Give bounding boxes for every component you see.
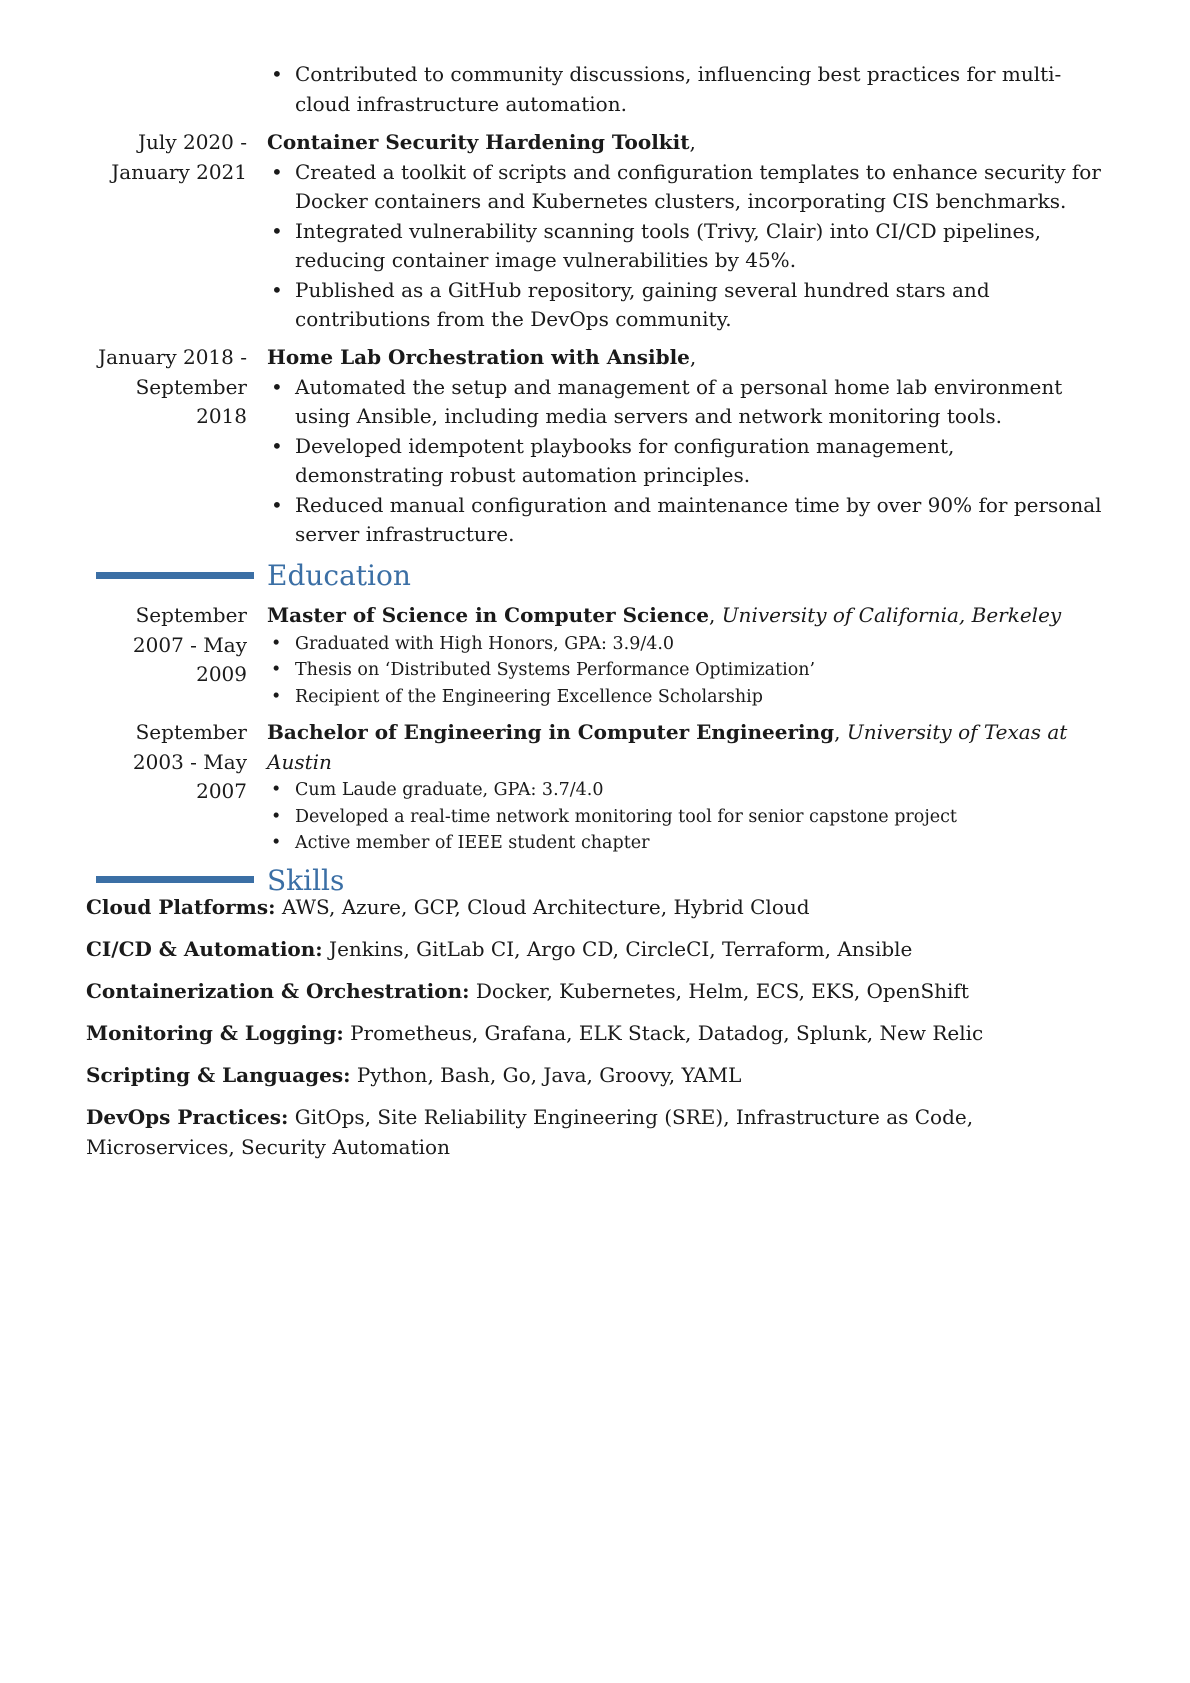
skill-value: GitOps, Site Reliability Engineering (SRE), Infrastructure as Code, Microservices, Security Automation xyxy=(86,1105,974,1159)
degree: Bachelor of Engineering in Computer Engineering xyxy=(267,720,835,744)
project-continued-bullets xyxy=(267,60,1102,119)
school: University of California, Berkeley xyxy=(721,603,1062,627)
skill-row xyxy=(86,893,1106,923)
list-item: • Created a toolkit of scripts and configuration templates to enhance security for Docker containers and Kubernetes clusters, incorporating CIS benchmarks. xyxy=(267,158,1102,217)
education-title-line: Master of Science in Computer Science, University of California, Berkeley xyxy=(267,603,1062,627)
education-content xyxy=(267,601,1102,710)
list-item: • Developed idempotent playbooks for configuration management, demonstrating robust automation principles. xyxy=(267,432,1102,491)
project-content xyxy=(267,343,1102,550)
skill-row xyxy=(86,1019,1106,1049)
project-bullets xyxy=(267,158,1102,335)
list-item: • Contributed to community discussions, influencing best practices for multi-cloud infrastructure automation. xyxy=(267,60,1102,119)
school: University of Texas at Austin xyxy=(267,720,1068,774)
list-item: • Integrated vulnerability scanning tools (Trivy, Clair) into CI/CD pipelines, reducing container image vulnerabilities by 45%. xyxy=(267,217,1102,276)
skill-label: Scripting & Languages: xyxy=(86,1063,351,1087)
section-title: Education xyxy=(267,559,411,592)
skill-row xyxy=(86,977,1106,1007)
list-item: • Graduated with High Honors, GPA: 3.9/4.0 xyxy=(267,631,1102,658)
list-item: • Published as a GitHub repository, gaining several hundred stars and contributions from the DevOps community. xyxy=(267,276,1102,335)
project-continued-content xyxy=(267,60,1102,119)
education-bullets xyxy=(267,631,1102,711)
education-section-header xyxy=(0,558,1190,594)
project-date: July 2020 - January 2021 xyxy=(111,130,247,184)
list-item: • Developed a real-time network monitoring tool for senior capstone project xyxy=(267,804,1102,831)
list-item: • Recipient of the Engineering Excellence Scholarship xyxy=(267,684,1102,711)
section-rule xyxy=(96,572,254,579)
education-bullets xyxy=(267,777,1102,857)
education-date: September 2007 - May 2009 xyxy=(132,603,247,686)
project-title: Container Security Hardening Toolkit xyxy=(267,130,690,154)
degree: Master of Science in Computer Science xyxy=(267,603,709,627)
skill-value: Docker, Kubernetes, Helm, ECS, EKS, OpenShift xyxy=(475,979,969,1003)
skill-value: Python, Bash, Go, Java, Groovy, YAML xyxy=(356,1063,742,1087)
skill-value: Jenkins, GitLab CI, Argo CD, CircleCI, Terraform, Ansible xyxy=(329,937,913,961)
skill-label: Containerization & Orchestration: xyxy=(86,979,470,1003)
project-date: January 2018 - September 2018 xyxy=(98,345,247,428)
skill-value: Prometheus, Grafana, ELK Stack, Datadog, Splunk, New Relic xyxy=(350,1021,984,1045)
project-title: Home Lab Orchestration with Ansible xyxy=(267,345,690,369)
skill-label: CI/CD & Automation: xyxy=(86,937,323,961)
list-item: • Thesis on ‘Distributed Systems Performance Optimization’ xyxy=(267,657,1102,684)
skill-label: Cloud Platforms: xyxy=(86,895,276,919)
project-title-line: Home Lab Orchestration with Ansible, xyxy=(267,345,697,369)
skill-label: Monitoring & Logging: xyxy=(86,1021,344,1045)
skill-label: DevOps Practices: xyxy=(86,1105,289,1129)
section-rule xyxy=(96,876,254,883)
list-item: • Active member of IEEE student chapter xyxy=(267,830,1102,857)
section-title: Skills xyxy=(267,864,345,897)
list-item: • Automated the setup and management of a personal home lab environment using Ansible, including media servers and network monitoring tools. xyxy=(267,373,1102,432)
skill-row xyxy=(86,1103,1106,1162)
skill-row xyxy=(86,935,1106,965)
education-title-line: Bachelor of Engineering in Computer Engineering, University of Texas at Austin xyxy=(267,720,1068,774)
project-bullets xyxy=(267,373,1102,550)
project-title-line: Container Security Hardening Toolkit, xyxy=(267,130,696,154)
list-item: • Cum Laude graduate, GPA: 3.7/4.0 xyxy=(267,777,1102,804)
education-date: September 2003 - May 2007 xyxy=(132,720,247,803)
skill-value: AWS, Azure, GCP, Cloud Architecture, Hybrid Cloud xyxy=(281,895,810,919)
list-item: • Reduced manual configuration and maintenance time by over 90% for personal server infrastructure. xyxy=(267,491,1102,550)
skill-row xyxy=(86,1061,1106,1091)
education-content xyxy=(267,718,1102,857)
project-content xyxy=(267,128,1102,335)
